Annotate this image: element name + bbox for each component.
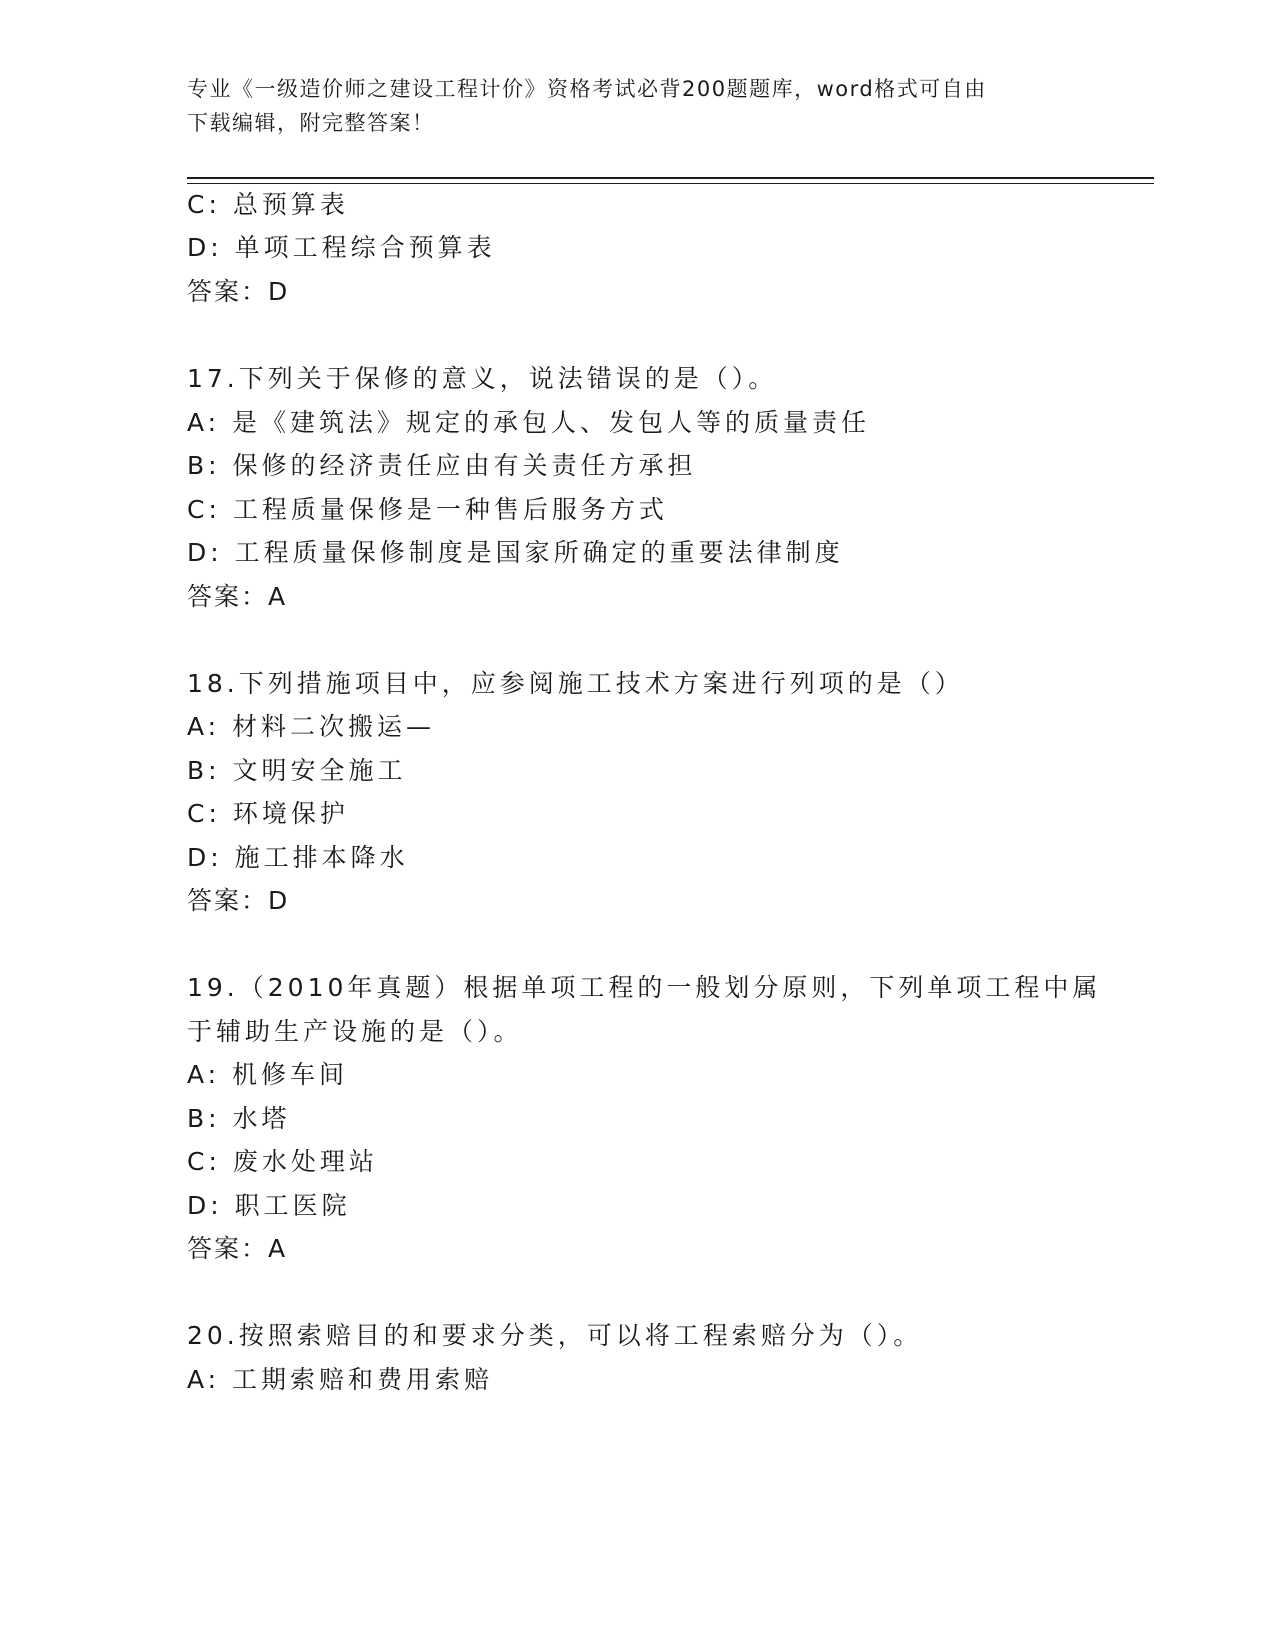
q20-stem: 20.按照索赔目的和要求分类，可以将工程索赔分为（）。 [187,1321,923,1350]
header-divider-thin [187,183,1154,184]
q19-answer: 答案：A [187,1234,288,1263]
q17-option-b: B: 保修的经济责任应由有关责任方承担 [187,451,697,480]
q17-option-c: C: 工程质量保修是一种售后服务方式 [187,495,668,524]
option-d-continued: D: 单项工程综合预算表 [187,233,496,262]
header-divider-thick [187,177,1154,179]
q19-stem-line-1: 19.（2010年真题）根据单项工程的一般划分原则，下列单项工程中属 [187,973,1102,1002]
q20-option-a: A: 工期索赔和费用索赔 [187,1365,494,1394]
option-c-continued: C: 总预算表 [187,190,349,219]
q18-option-b: B: 文明安全施工 [187,756,407,785]
q18-option-a: A: 材料二次搬运— [187,712,436,741]
q17-stem: 17.下列关于保修的意义，说法错误的是（）。 [187,364,778,393]
q19-option-b: B: 水塔 [187,1104,291,1133]
q18-answer: 答案：D [187,886,290,915]
header-line-1: 专业《一级造价师之建设工程计价》资格考试必背200题题库，word格式可自由 [187,77,987,101]
header-line-2: 下载编辑，附完整答案！ [187,111,435,135]
document-header [187,72,1067,140]
answer-continued: 答案：D [187,277,290,306]
q18-option-d: D: 施工排本降水 [187,843,409,872]
q19-option-d: D: 职工医院 [187,1191,351,1220]
q17-answer: 答案：A [187,582,288,611]
q19-option-a: A: 机修车间 [187,1060,349,1089]
q17-option-a: A: 是《建筑法》规定的承包人、发包人等的质量责任 [187,408,871,437]
q19-stem-line-2: 于辅助生产设施的是（）。 [187,1017,523,1046]
q18-option-c: C: 环境保护 [187,799,349,828]
q17-option-d: D: 工程质量保修制度是国家所确定的重要法律制度 [187,538,844,567]
q18-stem: 18.下列措施项目中，应参阅施工技术方案进行列项的是（） [187,669,964,698]
q19-option-c: C: 废水处理站 [187,1147,378,1176]
